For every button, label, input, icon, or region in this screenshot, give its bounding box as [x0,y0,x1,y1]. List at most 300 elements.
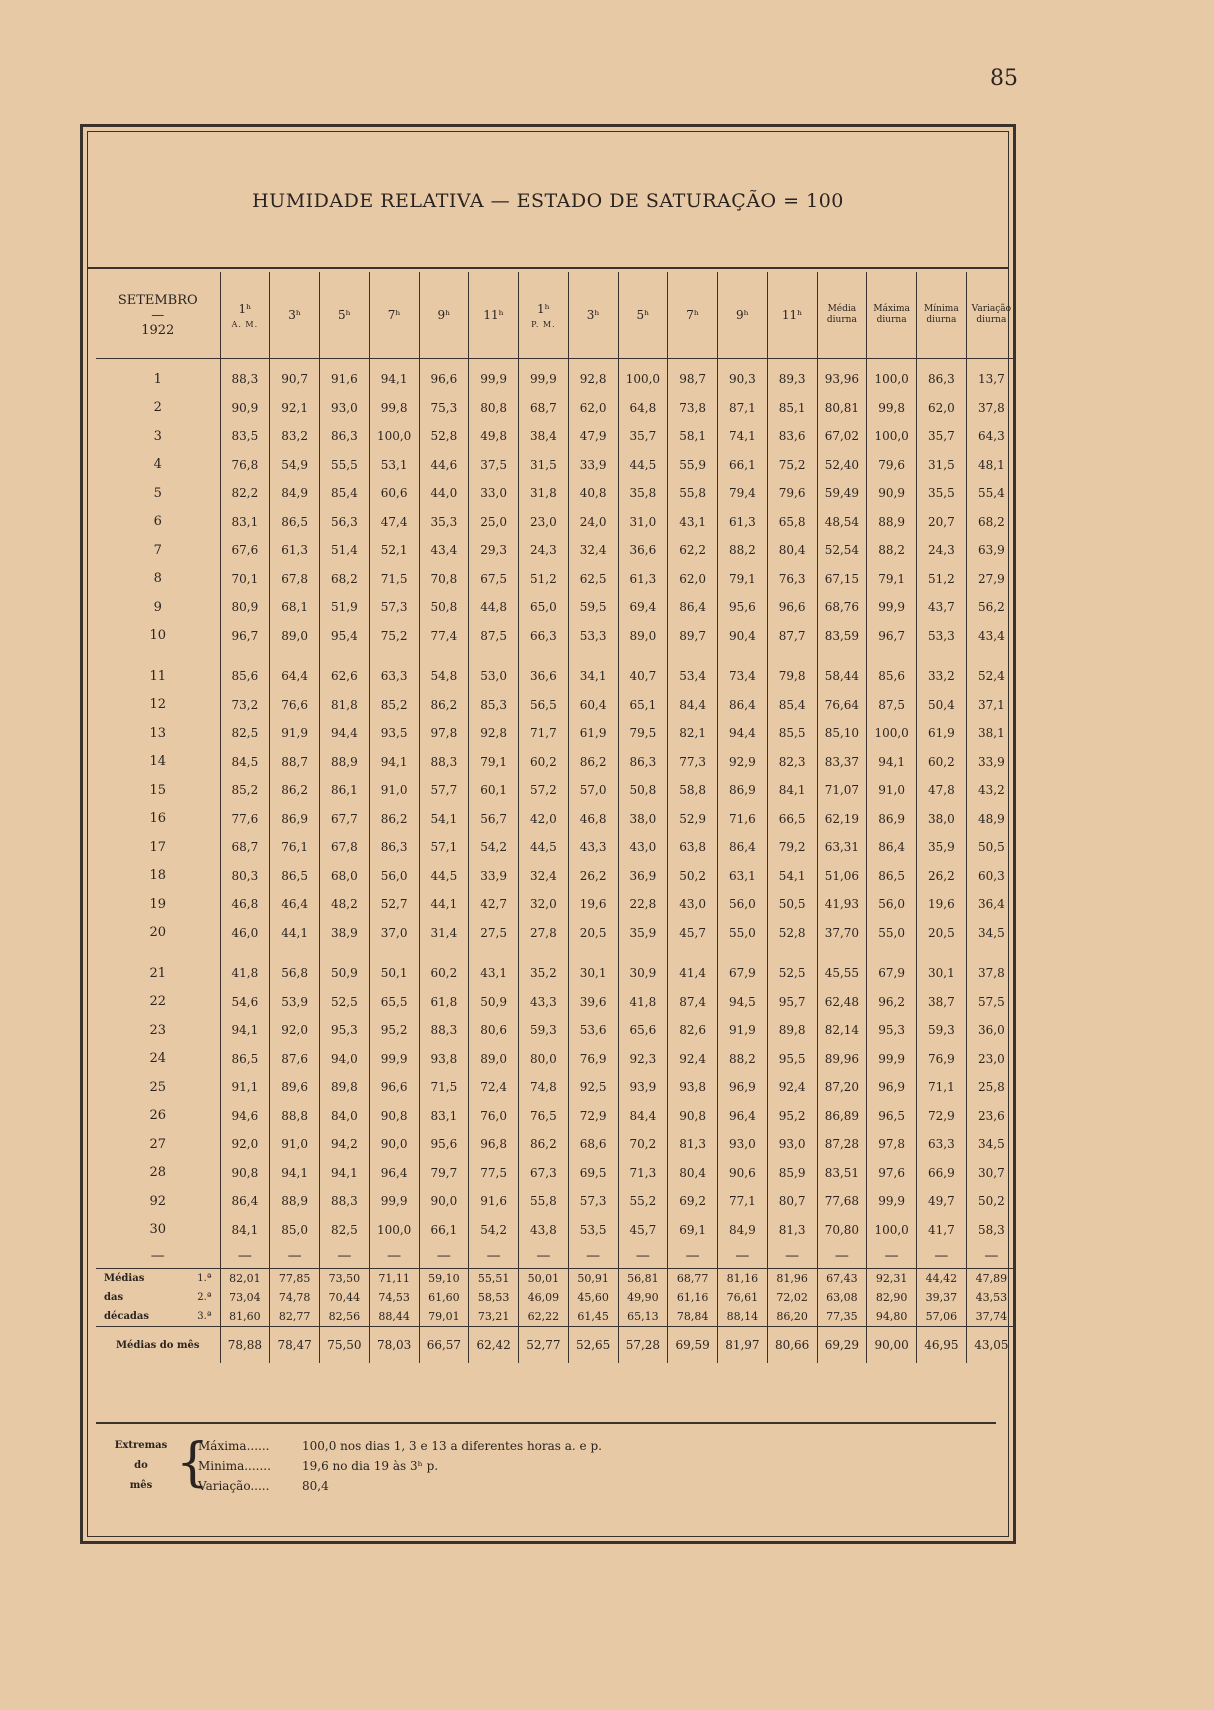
gap-cell [718,650,768,662]
value-cell: 66,9 [917,1159,967,1188]
table-row [96,622,1016,651]
value-cell: 85,10 [817,719,867,748]
table-row [96,593,1016,622]
value-cell: 52,40 [817,451,867,480]
decade-value: 39,37 [917,1288,967,1307]
value-cell: 23,0 [519,508,569,537]
value-cell: 85,5 [767,719,817,748]
value-cell: 89,3 [767,365,817,394]
value-cell: 86,3 [369,833,419,862]
extremes-block [96,1422,996,1493]
value-cell: 67,8 [270,565,320,594]
value-cell: 88,3 [419,748,469,777]
value-cell: 93,0 [718,1130,768,1159]
value-cell: 80,4 [767,536,817,565]
value-cell: 89,0 [469,1045,519,1074]
value-cell: 94,1 [270,1159,320,1188]
value-cell: 90,8 [369,1102,419,1131]
table-frame [80,124,1016,1544]
column-header-label: 9ʰ [437,308,451,322]
month-mean-value: 57,28 [618,1327,668,1364]
value-cell: 84,4 [618,1102,668,1131]
decade-value: 61,45 [568,1307,618,1327]
value-cell: 60,2 [519,748,569,777]
day-cell: 12 [149,697,167,713]
value-cell: 27,9 [966,565,1016,594]
extreme-row [198,1436,602,1456]
value-cell: 63,3 [917,1130,967,1159]
value-cell: 88,2 [718,536,768,565]
value-cell: 29,3 [469,536,519,565]
month-mean-value: 90,00 [867,1327,917,1364]
value-cell: 67,8 [320,833,370,862]
value-cell: 43,1 [668,508,718,537]
column-header [320,272,370,359]
value-cell: 59,5 [568,593,618,622]
value-cell: 65,8 [767,508,817,537]
value-cell: 93,0 [320,394,370,423]
value-cell: 99,9 [867,1045,917,1074]
decade-row [96,1307,1016,1327]
column-header-sub: P. M. [531,319,556,329]
value-cell: 77,1 [718,1187,768,1216]
value-cell: 88,2 [718,1045,768,1074]
value-cell: 51,4 [320,536,370,565]
decade-value: 37,74 [966,1307,1016,1327]
value-cell: 79,1 [867,565,917,594]
table-row [96,536,1016,565]
value-cell: 54,9 [270,451,320,480]
day-cell: 13 [149,725,167,741]
decade-value: 44,42 [917,1269,967,1289]
day-cell: 26 [149,1108,167,1124]
value-cell: 56,8 [270,959,320,988]
value-cell: 64,8 [618,394,668,423]
value-cell: 36,4 [966,890,1016,919]
decade-value: 81,16 [718,1269,768,1289]
value-cell: 62,19 [817,805,867,834]
value-cell: 42,7 [469,890,519,919]
value-cell: 63,1 [718,862,768,891]
decade-mark: 3.ª [197,1310,212,1322]
value-cell: 76,8 [220,451,270,480]
column-header [817,272,867,359]
table-row [96,479,1016,508]
value-cell: 95,4 [320,622,370,651]
value-cell: 33,9 [966,748,1016,777]
value-cell: 58,44 [817,662,867,691]
value-cell: 50,9 [320,959,370,988]
column-header-label: Média diurna [826,304,857,325]
day-cell: 18 [149,868,167,884]
value-cell: 37,1 [966,691,1016,720]
value-cell: 33,2 [917,662,967,691]
table-row [96,748,1016,777]
extreme-key: Minima....... [198,1459,271,1473]
value-cell: 35,3 [419,508,469,537]
value-cell: 90,7 [270,365,320,394]
value-cell: 95,3 [867,1016,917,1045]
value-cell: 90,9 [867,479,917,508]
value-cell: 43,3 [519,988,569,1017]
value-cell: 68,0 [320,862,370,891]
page-number: 85 [990,66,1018,91]
decade-value: 74,53 [369,1288,419,1307]
value-cell: 25,0 [469,508,519,537]
value-cell: 96,4 [369,1159,419,1188]
value-cell: 61,3 [270,536,320,565]
value-cell: 52,1 [369,536,419,565]
value-cell: 31,0 [618,508,668,537]
value-cell: 72,9 [568,1102,618,1131]
day-cell: 6 [153,514,162,530]
dash-cell: — [220,1244,270,1269]
gap-cell [767,947,817,959]
value-cell: 89,8 [767,1016,817,1045]
value-cell: 57,1 [419,833,469,862]
value-cell: 31,4 [419,919,469,948]
value-cell: 36,9 [618,862,668,891]
value-cell: 56,0 [867,890,917,919]
value-cell: 99,9 [519,365,569,394]
value-cell: 67,9 [867,959,917,988]
value-cell: 89,0 [618,622,668,651]
value-cell: 54,8 [419,662,469,691]
decade-value: 50,91 [568,1269,618,1289]
value-cell: 100,0 [369,422,419,451]
header-row [96,272,1016,359]
value-cell: 80,3 [220,862,270,891]
value-cell: 91,1 [220,1073,270,1102]
value-cell: 80,7 [767,1187,817,1216]
value-cell: 63,8 [668,833,718,862]
value-cell: 82,2 [220,479,270,508]
value-cell: 86,2 [568,748,618,777]
value-cell: 88,9 [270,1187,320,1216]
value-cell: 53,9 [270,988,320,1017]
table-row [96,508,1016,537]
value-cell: 57,3 [369,593,419,622]
value-cell: 93,8 [419,1045,469,1074]
value-cell: 20,7 [917,508,967,537]
value-cell: 68,1 [270,593,320,622]
value-cell: 63,3 [369,662,419,691]
value-cell: 55,0 [867,919,917,948]
value-cell: 95,6 [419,1130,469,1159]
value-cell: 62,48 [817,988,867,1017]
value-cell: 96,8 [469,1130,519,1159]
value-cell: 62,5 [568,565,618,594]
value-cell: 60,6 [369,479,419,508]
table-row [96,1016,1016,1045]
value-cell: 37,8 [966,394,1016,423]
value-cell: 44,1 [270,919,320,948]
value-cell: 43,0 [668,890,718,919]
day-cell: 24 [149,1051,167,1067]
gap-cell [96,947,220,959]
gap-cell [618,650,668,662]
value-cell: 19,6 [568,890,618,919]
decade-value: 92,31 [867,1269,917,1289]
value-cell: 38,4 [519,422,569,451]
month-mean-value: 52,65 [568,1327,618,1364]
value-cell: 80,9 [220,593,270,622]
value-cell: 86,2 [519,1130,569,1159]
value-cell: 56,7 [469,805,519,834]
value-cell: 51,2 [519,565,569,594]
dash-cell: — [966,1244,1016,1269]
value-cell: 87,5 [867,691,917,720]
value-cell: 86,5 [270,862,320,891]
value-cell: 85,0 [270,1216,320,1245]
value-cell: 25,8 [966,1073,1016,1102]
value-cell: 82,1 [668,719,718,748]
year-label: 1922 [141,322,175,338]
value-cell: 76,3 [767,565,817,594]
day-cell: 23 [149,1022,167,1038]
value-cell: 43,7 [917,593,967,622]
value-cell: 71,07 [817,776,867,805]
value-cell: 60,2 [419,959,469,988]
decade-row [96,1288,1016,1307]
value-cell: 90,4 [718,622,768,651]
column-header-label: 11ʰ [781,308,803,322]
value-cell: 47,9 [568,422,618,451]
table-row [96,805,1016,834]
table-row [96,719,1016,748]
value-cell: 94,1 [867,748,917,777]
value-cell: 40,8 [568,479,618,508]
month-mean-value: 75,50 [320,1327,370,1364]
value-cell: 44,5 [419,862,469,891]
value-cell: 54,2 [469,1216,519,1245]
decade-label [96,1292,220,1304]
extremes-label-line: do [134,1460,148,1471]
value-cell: 64,4 [270,662,320,691]
day-cell: 20 [149,925,167,941]
value-cell: 33,0 [469,479,519,508]
gap-cell [220,947,270,959]
value-cell: 95,5 [767,1045,817,1074]
decade-label-cell [96,1288,220,1307]
value-cell: 92,4 [668,1045,718,1074]
value-cell: 50,2 [668,862,718,891]
value-cell: 71,6 [718,805,768,834]
column-header [220,272,270,359]
value-cell: 69,5 [568,1159,618,1188]
table-row [96,959,1016,988]
value-cell: 52,9 [668,805,718,834]
value-cell: 34,5 [966,1130,1016,1159]
value-cell: 65,0 [519,593,569,622]
value-cell: 79,4 [718,479,768,508]
table-row [96,890,1016,919]
value-cell: 68,76 [817,593,867,622]
value-cell: 67,3 [519,1159,569,1188]
decade-value: 81,60 [220,1307,270,1327]
value-cell: 89,6 [270,1073,320,1102]
value-cell: 62,0 [917,394,967,423]
day-cell: 15 [149,782,167,798]
dash-cell: — [419,1244,469,1269]
value-cell: 85,2 [369,691,419,720]
value-cell: 76,9 [917,1045,967,1074]
value-cell: 91,9 [270,719,320,748]
dash-cell: — [369,1244,419,1269]
value-cell: 50,4 [917,691,967,720]
column-header-label: Máxima diurna [873,304,910,325]
value-cell: 86,5 [220,1045,270,1074]
value-cell: 97,8 [867,1130,917,1159]
value-cell: 22,8 [618,890,668,919]
decade-label-text: décadas [104,1310,150,1322]
table-row [96,1045,1016,1074]
dash-cell: — [668,1244,718,1269]
value-cell: 89,7 [668,622,718,651]
value-cell: 92,8 [568,365,618,394]
value-cell: 65,1 [618,691,668,720]
value-cell: 35,9 [618,919,668,948]
value-cell: 20,5 [568,919,618,948]
value-cell: 86,2 [419,691,469,720]
value-cell: 99,9 [867,1187,917,1216]
gap-cell [369,650,419,662]
value-cell: 52,5 [767,959,817,988]
value-cell: 71,5 [419,1073,469,1102]
month-mean-value: 78,03 [369,1327,419,1364]
value-cell: 93,0 [767,1130,817,1159]
value-cell: 50,8 [618,776,668,805]
value-cell: 50,8 [419,593,469,622]
value-cell: 97,8 [419,719,469,748]
value-cell: 56,2 [966,593,1016,622]
value-cell: 32,0 [519,890,569,919]
value-cell: 48,54 [817,508,867,537]
value-cell: 96,9 [718,1073,768,1102]
value-cell: 75,2 [369,622,419,651]
value-cell: 36,0 [966,1016,1016,1045]
gap-cell [469,947,519,959]
value-cell: 65,5 [369,988,419,1017]
value-cell: 83,1 [419,1102,469,1131]
table-row [96,919,1016,948]
dash-cell: — [270,1244,320,1269]
extremes-rows [198,1436,602,1496]
decade-value: 73,50 [320,1269,370,1289]
column-header-label: 1ʰ [536,301,550,316]
value-cell: 45,55 [817,959,867,988]
decade-label-cell [96,1307,220,1327]
value-cell: 72,4 [469,1073,519,1102]
decade-value: 61,60 [419,1288,469,1307]
month-mean-value: 69,29 [817,1327,867,1364]
table-body [96,359,1016,1364]
value-cell: 68,2 [966,508,1016,537]
gap-cell [96,650,220,662]
value-cell: 35,2 [519,959,569,988]
value-cell: 86,3 [917,365,967,394]
value-cell: 91,0 [369,776,419,805]
dash-cell: — [469,1244,519,1269]
decade-value: 57,06 [917,1307,967,1327]
value-cell: 83,5 [220,422,270,451]
value-cell: 23,0 [966,1045,1016,1074]
value-cell: 71,3 [618,1159,668,1188]
value-cell: 46,8 [568,805,618,834]
day-cell: 19 [149,896,167,912]
column-header [718,272,768,359]
gap-cell [270,947,320,959]
day-cell: 3 [153,428,162,444]
value-cell: 43,1 [469,959,519,988]
decade-value: 82,01 [220,1269,270,1289]
value-cell: 46,8 [220,890,270,919]
value-cell: 57,3 [568,1187,618,1216]
column-header [917,272,967,359]
value-cell: 99,9 [867,593,917,622]
value-cell: 87,5 [469,622,519,651]
dash-cell: — [568,1244,618,1269]
value-cell: 80,8 [469,394,519,423]
decade-value: 59,10 [419,1269,469,1289]
gap-cell [618,947,668,959]
value-cell: 20,5 [917,919,967,948]
value-cell: 94,0 [320,1045,370,1074]
column-header [568,272,618,359]
value-cell: 47,4 [369,508,419,537]
gap-cell [767,650,817,662]
value-cell: 92,0 [270,1016,320,1045]
table-row [96,691,1016,720]
value-cell: 58,3 [966,1216,1016,1245]
value-cell: 90,9 [220,394,270,423]
value-cell: 42,0 [519,805,569,834]
extreme-row [198,1456,602,1476]
value-cell: 44,5 [618,451,668,480]
value-cell: 38,0 [917,805,967,834]
value-cell: 55,4 [966,479,1016,508]
value-cell: 57,0 [568,776,618,805]
value-cell: 24,0 [568,508,618,537]
extremes-label-line: Extremas [114,1440,168,1451]
table-row [96,451,1016,480]
value-cell: 91,6 [320,365,370,394]
decade-value: 50,01 [519,1269,569,1289]
value-cell: 92,4 [767,1073,817,1102]
month-mean-value: 62,42 [469,1327,519,1364]
value-cell: 35,9 [917,833,967,862]
decade-value: 73,21 [469,1307,519,1327]
table-row [96,1130,1016,1159]
value-cell: 79,1 [718,565,768,594]
value-cell: 100,0 [618,365,668,394]
value-cell: 95,2 [369,1016,419,1045]
value-cell: 56,5 [519,691,569,720]
value-cell: 52,5 [320,988,370,1017]
value-cell: 55,5 [320,451,370,480]
value-cell: 89,96 [817,1045,867,1074]
value-cell: 99,9 [469,365,519,394]
value-cell: 79,1 [469,748,519,777]
table-row [96,1073,1016,1102]
table-row [96,1187,1016,1216]
decade-value: 67,43 [817,1269,867,1289]
value-cell: 70,1 [220,565,270,594]
value-cell: 62,2 [668,536,718,565]
value-cell: 48,1 [966,451,1016,480]
column-header [618,272,668,359]
day-cell: 21 [149,965,167,981]
